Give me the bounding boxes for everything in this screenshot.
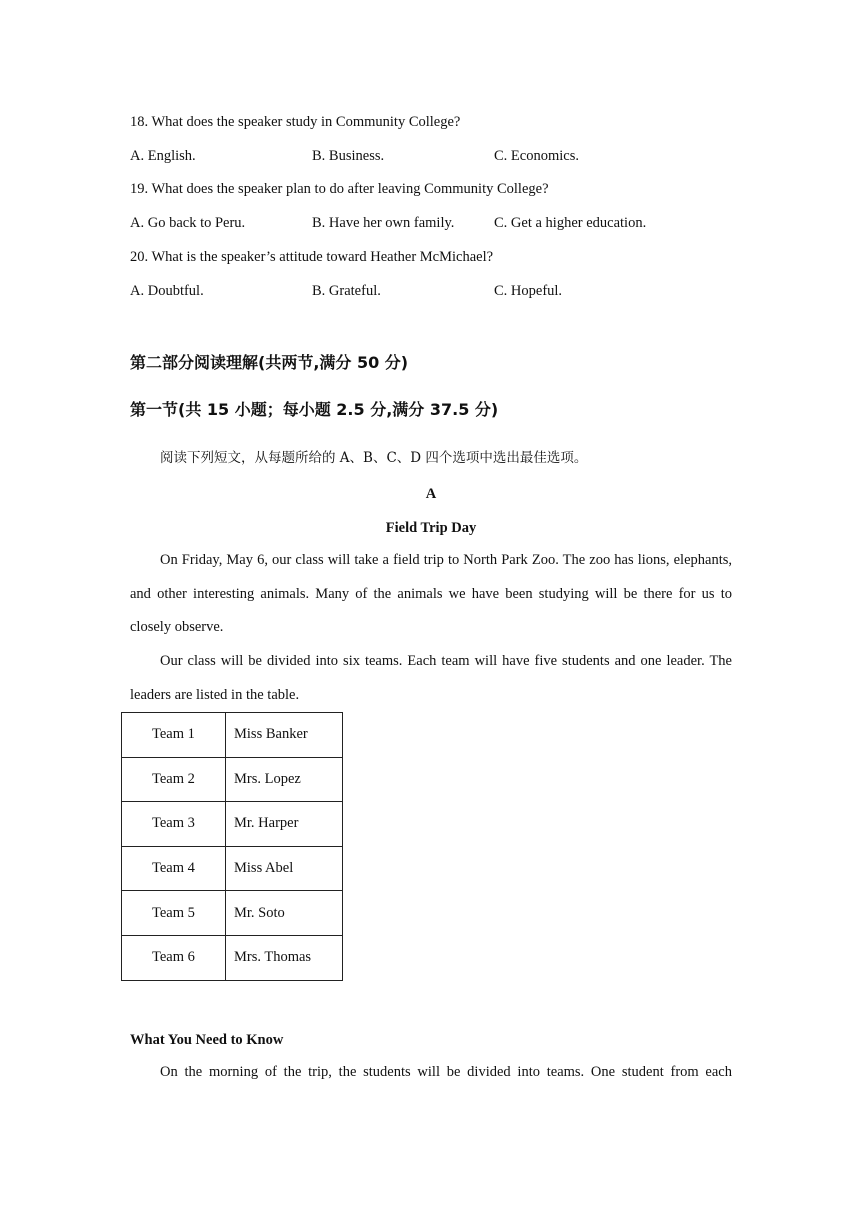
q20-option-c: C. Hopeful. (494, 283, 563, 299)
leader-cell: Mr. Soto (226, 891, 343, 936)
paragraph-1 (130, 544, 732, 645)
team-cell: Team 4 (122, 846, 226, 891)
team-cell: Team 1 (122, 713, 226, 758)
leader-cell: Mr. Harper (226, 802, 343, 847)
passage-letter: A (425, 486, 437, 502)
q20-option-a: A. Doubtful. (130, 283, 204, 299)
paragraph-2 (130, 645, 732, 712)
q19-option-c: C. Get a higher education. (494, 215, 647, 231)
q18-option-b: B. Business. (312, 148, 385, 164)
table-row (122, 802, 343, 847)
part-title: 第二部分阅读理解(共两节,满分 50 分) (130, 353, 409, 372)
passage-title: Field Trip Day (385, 520, 477, 536)
table-row (122, 935, 343, 980)
paragraph-3 (130, 1056, 732, 1090)
team-cell: Team 2 (122, 757, 226, 802)
q18-option-a: A. English. (130, 148, 196, 164)
paragraph-1-text: On Friday, May 6, our class will take a field trip to North Park Zoo. The zoo has lions, elephants, and other interesting animals. Many of the animals we have been studying will be there for us to closely observe. (130, 552, 732, 636)
leader-cell: Mrs. Thomas (226, 935, 343, 980)
team-cell: Team 5 (122, 891, 226, 936)
paragraph-2-text: Our class will be divided into six teams. Each team will have five students and one leader. The leaders are listed in the table. (130, 653, 732, 703)
question-20: 20. What is the speaker’s attitude toward Heather McMichael? (130, 249, 494, 265)
table-row (122, 846, 343, 891)
question-18: 18. What does the speaker study in Community College? (130, 114, 461, 130)
q19-option-b: B. Have her own family. (312, 215, 455, 231)
section-heading-what-you-need-to-know: What You Need to Know (130, 1032, 284, 1048)
paragraph-3-text: On the morning of the trip, the students will be divided into teams. One student from each (160, 1064, 732, 1080)
table-row (122, 757, 343, 802)
team-cell: Team 3 (122, 802, 226, 847)
leader-cell: Mrs. Lopez (226, 757, 343, 802)
section-subtitle: 第一节(共 15 小题；每小题 2.5 分,满分 37.5 分) (130, 400, 499, 419)
q19-option-a: A. Go back to Peru. (130, 215, 246, 231)
leader-cell: Miss Banker (226, 713, 343, 758)
q20-option-b: B. Grateful. (312, 283, 381, 299)
table-row (122, 713, 343, 758)
team-leaders-table (121, 712, 343, 981)
leader-cell: Miss Abel (226, 846, 343, 891)
team-cell: Team 6 (122, 935, 226, 980)
instruction-text: 阅读下列短文，从每题所给的 A、B、C、D 四个选项中选出最佳选项。 (160, 450, 588, 466)
table-row (122, 891, 343, 936)
question-19: 19. What does the speaker plan to do after leaving Community College? (130, 181, 549, 197)
q18-option-c: C. Economics. (494, 148, 579, 164)
